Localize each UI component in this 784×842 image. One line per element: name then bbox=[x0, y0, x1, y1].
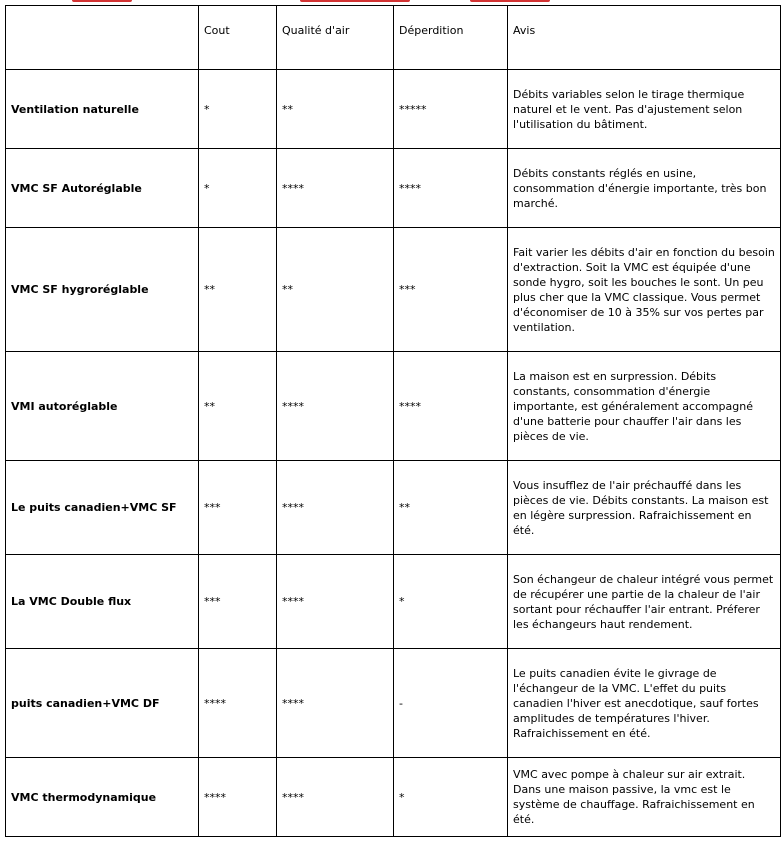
avis-text: Vous insufflez de l'air préchauffé dans les pièces de vie. Débits constants. La maison est en légère surpression. Rafraichissement en été. bbox=[508, 461, 781, 555]
row-name: VMC SF Autoréglable bbox=[6, 149, 199, 228]
header-qualite-air: Qualité d'air bbox=[277, 6, 394, 70]
row-name: Le puits canadien+VMC SF bbox=[6, 461, 199, 555]
table-row bbox=[6, 649, 781, 758]
cout-rating: *** bbox=[199, 461, 277, 555]
avis-text: Le puits canadien évite le givrage de l'échangeur de la VMC. L'effet du puits canadien l'hiver est anecdotique, sauf fortes amplitudes de températures l'hiver. Rafraichissement en été. bbox=[508, 649, 781, 758]
deperdition-rating: * bbox=[394, 555, 508, 649]
cout-rating: * bbox=[199, 149, 277, 228]
table-row bbox=[6, 149, 781, 228]
row-name: La VMC Double flux bbox=[6, 555, 199, 649]
qualite-rating: **** bbox=[277, 649, 394, 758]
cout-rating: * bbox=[199, 70, 277, 149]
qualite-rating: **** bbox=[277, 149, 394, 228]
avis-text: Débits variables selon le tirage thermique naturel et le vent. Pas d'ajustement selon l'utilisation du bâtiment. bbox=[508, 70, 781, 149]
avis-text: Débits constants réglés en usine, consommation d'énergie importante, très bon marché. bbox=[508, 149, 781, 228]
deperdition-rating: - bbox=[394, 649, 508, 758]
table-row bbox=[6, 461, 781, 555]
deperdition-rating: **** bbox=[394, 149, 508, 228]
row-name: VMC SF hygroréglable bbox=[6, 228, 199, 352]
row-name: puits canadien+VMC DF bbox=[6, 649, 199, 758]
cout-rating: *** bbox=[199, 555, 277, 649]
deperdition-rating: *** bbox=[394, 228, 508, 352]
cout-rating: **** bbox=[199, 649, 277, 758]
qualite-rating: **** bbox=[277, 758, 394, 837]
avis-text: La maison est en surpression. Débits constants, consommation d'énergie importante, est généralement accompagné d'une batterie pour chauffer l'air dans les pièces de vie. bbox=[508, 352, 781, 461]
header-empty bbox=[6, 6, 199, 70]
cout-rating: ** bbox=[199, 352, 277, 461]
table-row bbox=[6, 555, 781, 649]
cout-rating: **** bbox=[199, 758, 277, 837]
header-avis: Avis bbox=[508, 6, 781, 70]
header-deperdition: Déperdition bbox=[394, 6, 508, 70]
table-row bbox=[6, 228, 781, 352]
header-row bbox=[6, 6, 781, 70]
deperdition-rating: * bbox=[394, 758, 508, 837]
qualite-rating: ** bbox=[277, 228, 394, 352]
qualite-rating: **** bbox=[277, 352, 394, 461]
row-name: VMI autoréglable bbox=[6, 352, 199, 461]
row-name: Ventilation naturelle bbox=[6, 70, 199, 149]
table-row bbox=[6, 70, 781, 149]
deperdition-rating: ** bbox=[394, 461, 508, 555]
deperdition-rating: ***** bbox=[394, 70, 508, 149]
qualite-rating: **** bbox=[277, 555, 394, 649]
cout-rating: ** bbox=[199, 228, 277, 352]
qualite-rating: **** bbox=[277, 461, 394, 555]
avis-text: VMC avec pompe à chaleur sur air extrait. Dans une maison passive, la vmc est le système de chauffage. Rafraichissement en été. bbox=[508, 758, 781, 837]
avis-text: Fait varier les débits d'air en fonction du besoin d'extraction. Soit la VMC est équipée d'une sonde hygro, soit les bouches le sont. Un peu plus cher que la VMC classique. Vous permet d'économiser de 10 à 35% sur vos pertes par ventilation. bbox=[508, 228, 781, 352]
row-name: VMC thermodynamique bbox=[6, 758, 199, 837]
avis-text: Son échangeur de chaleur intégré vous permet de récupérer une partie de la chaleur de l'air sortant pour réchauffer l'air entrant. Préferer les échangeurs haut rendement. bbox=[508, 555, 781, 649]
table-row bbox=[6, 352, 781, 461]
qualite-rating: ** bbox=[277, 70, 394, 149]
table-row bbox=[6, 758, 781, 837]
deperdition-rating: **** bbox=[394, 352, 508, 461]
ventilation-comparison-table bbox=[5, 5, 781, 837]
cropped-heading-fragment bbox=[0, 0, 784, 4]
header-cout: Cout bbox=[199, 6, 277, 70]
